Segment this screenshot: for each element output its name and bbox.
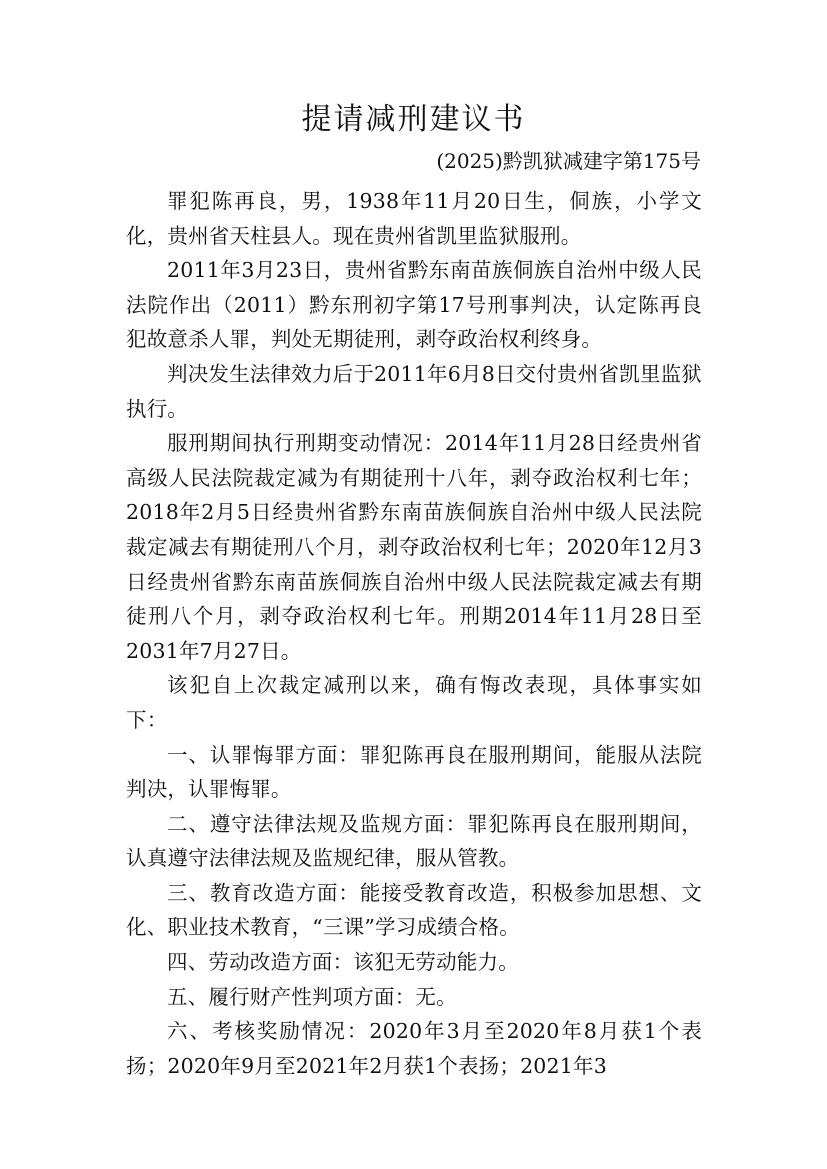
paragraph-law-compliance: 二、遵守法律法规及监规方面：罪犯陈再良在服刑期间，认真遵守法律法规及监规纪律，服从管教。	[126, 811, 702, 871]
paragraph-original-judgment: 2011年3月23日，贵州省黔东南苗族侗族自治州中级人民法院作出（2011）黔东刑初字第17号刑事判决，认定陈再良犯故意杀人罪，判处无期徒刑，剥夺政治权利终身。	[126, 258, 702, 352]
paragraph-criminal-info: 罪犯陈再良，男，1938年11月20日生，侗族，小学文化，贵州省天柱县人。现在贵州省凯里监狱服刑。	[126, 189, 702, 248]
document-body	[126, 184, 702, 1083]
document-number: (2025)黔凯狱减建字第175号	[436, 149, 701, 173]
paragraph-labor-reform: 四、劳动改造方面：该犯无劳动能力。	[167, 950, 519, 975]
paragraph-admission-of-guilt: 一、认罪悔罪方面：罪犯陈再良在服刑期间，能服从法院判决，认罪悔罪。	[126, 742, 702, 802]
paragraph-property-obligations: 五、履行财产性判项方面：无。	[167, 984, 457, 1009]
document-title: 提请减刑建议书	[301, 102, 526, 137]
paragraph-sentence-changes: 服刑期间执行刑期变动情况：2014年11月28日经贵州省高级人民法院裁定减为有期徒刑十八年，剥夺政治权利七年；2018年2月5日经贵州省黔东南苗族侗族自治州中级人民法院裁定减去有期徒刑八个月，剥夺政治权利七年；2020年12月3日经贵州省黔东南苗族侗族自治州中级人民法院裁定减去有期徒刑八个月，剥夺政治权利七年。刑期2014年11月28日至2031年7月27日。	[126, 431, 702, 663]
paragraph-education-reform: 三、教育改造方面：能接受教育改造，积极参加思想、文化、职业技术教育，“三课”学习成绩合格。	[126, 880, 702, 940]
paragraph-execution-delivery: 判决发生法律效力后于2011年6月8日交付贵州省凯里监狱执行。	[126, 361, 702, 421]
paragraph-repentance-intro: 该犯自上次裁定减刑以来，确有悔改表现，具体事实如下：	[126, 673, 702, 732]
paragraph-rewards: 六、考核奖励情况：2020年3月至2020年8月获1个表扬；2020年9月至2021年2月获1个表扬；2021年3	[126, 1019, 702, 1078]
